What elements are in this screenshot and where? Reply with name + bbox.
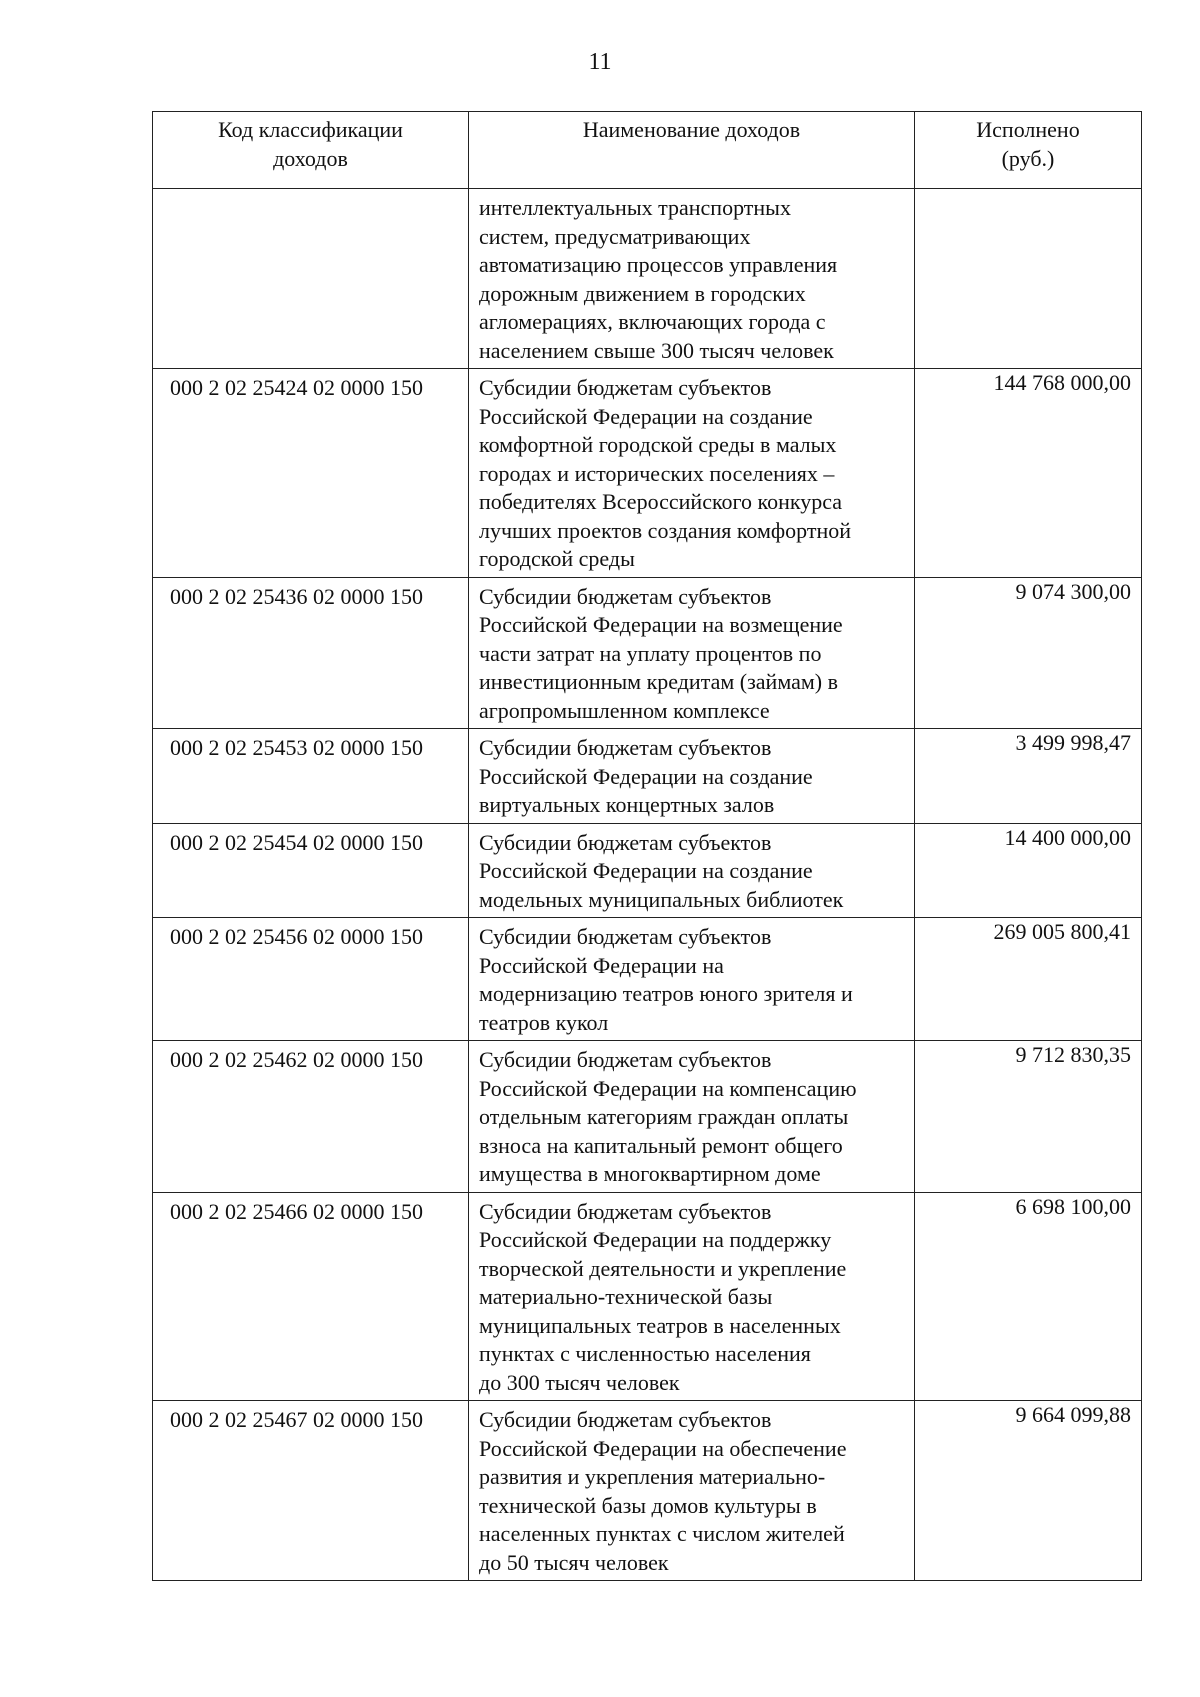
income-code-cell: 000 2 02 25456 02 0000 150 <box>153 918 469 1041</box>
income-name-line: творческой деятельности и укрепление <box>479 1255 847 1281</box>
income-code-cell: 000 2 02 25462 02 0000 150 <box>153 1041 469 1193</box>
income-name-cell <box>469 1401 915 1581</box>
executed-amount-cell: 9 074 300,00 <box>915 577 1142 729</box>
income-name-cell <box>469 1041 915 1193</box>
income-name-cell <box>469 729 915 824</box>
income-name-line: агропромышленном комплексе <box>479 697 770 723</box>
table-row <box>153 189 1142 369</box>
table-row <box>153 369 1142 578</box>
executed-amount-cell: 14 400 000,00 <box>915 823 1142 918</box>
executed-amount-cell: 9 664 099,88 <box>915 1401 1142 1581</box>
income-name-line: Российской Федерации на возмещение <box>479 612 843 637</box>
income-code-cell: 000 2 02 25467 02 0000 150 <box>153 1401 469 1581</box>
income-name-line: театров кукол <box>479 1009 609 1035</box>
income-table <box>152 111 1142 1581</box>
income-name-line: городах и исторических поселениях – <box>479 460 835 486</box>
income-name-line: Российской Федерации на обеспечение <box>479 1435 847 1461</box>
header-code-line: Код классификации <box>218 117 403 142</box>
income-name-line: части затрат на уплату процентов по <box>479 640 822 666</box>
income-name-line: Российской Федерации на поддержку <box>479 1227 832 1252</box>
income-name-line: модернизацию театров юного зрителя и <box>479 981 853 1006</box>
income-code-cell: 000 2 02 25466 02 0000 150 <box>153 1192 469 1401</box>
income-name-line: интеллектуальных транспортных <box>479 195 791 220</box>
income-name-line: модельных муниципальных библиотек <box>479 886 844 912</box>
income-name-line: Субсидии бюджетам субъектов <box>479 924 772 949</box>
income-name-line: развития и укрепления материально- <box>479 1464 826 1489</box>
income-name-line: отдельным категориям граждан оплаты <box>479 1104 849 1129</box>
income-name-line: систем, предусматривающих <box>479 223 751 249</box>
income-name-line: до 300 тысяч человек <box>479 1369 680 1395</box>
income-name-cell <box>469 189 915 369</box>
table-row <box>153 577 1142 729</box>
income-code-cell: 000 2 02 25436 02 0000 150 <box>153 577 469 729</box>
executed-amount-cell: 3 499 998,47 <box>915 729 1142 824</box>
table-row <box>153 729 1142 824</box>
income-code-cell: 000 2 02 25454 02 0000 150 <box>153 823 469 918</box>
income-code-cell: 000 2 02 25453 02 0000 150 <box>153 729 469 824</box>
executed-amount-cell: 144 768 000,00 <box>915 369 1142 578</box>
income-name-cell <box>469 823 915 918</box>
income-name-line: Субсидии бюджетам субъектов <box>479 1047 772 1072</box>
income-name-cell <box>469 1192 915 1401</box>
page-number: 11 <box>588 49 612 75</box>
income-name-line: имущества в многоквартирном доме <box>479 1161 821 1186</box>
header-sum-line: Исполнено <box>976 117 1080 142</box>
income-name-line: Российской Федерации на компенсацию <box>479 1075 857 1101</box>
header-code <box>153 112 469 189</box>
income-code-cell <box>153 189 469 369</box>
table-row <box>153 1401 1142 1581</box>
executed-amount-cell: 6 698 100,00 <box>915 1192 1142 1401</box>
income-name-line: материально-технической базы <box>479 1284 773 1309</box>
income-name-line: Субсидии бюджетам субъектов <box>479 735 772 760</box>
income-name-line: комфортной городской среды в малых <box>479 432 837 457</box>
income-code-cell: 000 2 02 25424 02 0000 150 <box>153 369 469 578</box>
income-name-line: населением свыше 300 тысяч человек <box>479 337 834 363</box>
income-name-line: инвестиционным кредитам (займам) в <box>479 669 838 694</box>
income-name-line: городской среды <box>479 546 635 571</box>
income-name-line: Субсидии бюджетам субъектов <box>479 829 772 855</box>
income-name-line: населенных пунктах с числом жителей <box>479 1521 845 1546</box>
table-row <box>153 1041 1142 1193</box>
income-name-line: дорожным движением в городских <box>479 280 806 306</box>
table-row <box>153 823 1142 918</box>
header-sum <box>915 112 1142 189</box>
executed-amount-cell: 269 005 800,41 <box>915 918 1142 1041</box>
income-name-line: победителях Всероссийского конкурса <box>479 489 843 514</box>
income-name-line: Субсидии бюджетам субъектов <box>479 1198 772 1224</box>
income-name-line: автоматизацию процессов управления <box>479 252 838 277</box>
income-name-line: Российской Федерации на создание <box>479 858 813 883</box>
income-name-cell <box>469 577 915 729</box>
header-sum-line: (руб.) <box>1001 145 1055 171</box>
income-name-line: пунктах с численностью населения <box>479 1341 811 1366</box>
table-header-row <box>153 112 1142 189</box>
income-name-line: лучших проектов создания комфортной <box>479 517 852 543</box>
income-name-line: виртуальных концертных залов <box>479 792 775 817</box>
table-body <box>153 189 1142 1581</box>
table-row <box>153 1192 1142 1401</box>
income-name-line: Российской Федерации на <box>479 952 724 978</box>
header-name <box>469 112 915 189</box>
income-name-line: Субсидии бюджетам субъектов <box>479 375 772 400</box>
income-name-cell <box>469 369 915 578</box>
header-name-line: Наименование доходов <box>582 117 801 142</box>
income-name-line: до 50 тысяч человек <box>479 1549 669 1575</box>
income-name-line: муниципальных театров в населенных <box>479 1312 841 1338</box>
income-name-line: Российской Федерации на создание <box>479 763 813 789</box>
table-row <box>153 918 1142 1041</box>
income-name-line: технической базы домов культуры в <box>479 1492 817 1518</box>
income-name-line: Субсидии бюджетам субъектов <box>479 583 772 609</box>
income-name-line: агломерациях, включающих города с <box>479 309 826 334</box>
executed-amount-cell <box>915 189 1142 369</box>
executed-amount-cell: 9 712 830,35 <box>915 1041 1142 1193</box>
income-name-line: взноса на капитальный ремонт общего <box>479 1132 843 1158</box>
income-name-cell <box>469 918 915 1041</box>
income-name-line: Российской Федерации на создание <box>479 403 813 429</box>
income-name-line: Субсидии бюджетам субъектов <box>479 1407 772 1432</box>
header-code-line: доходов <box>273 145 348 171</box>
